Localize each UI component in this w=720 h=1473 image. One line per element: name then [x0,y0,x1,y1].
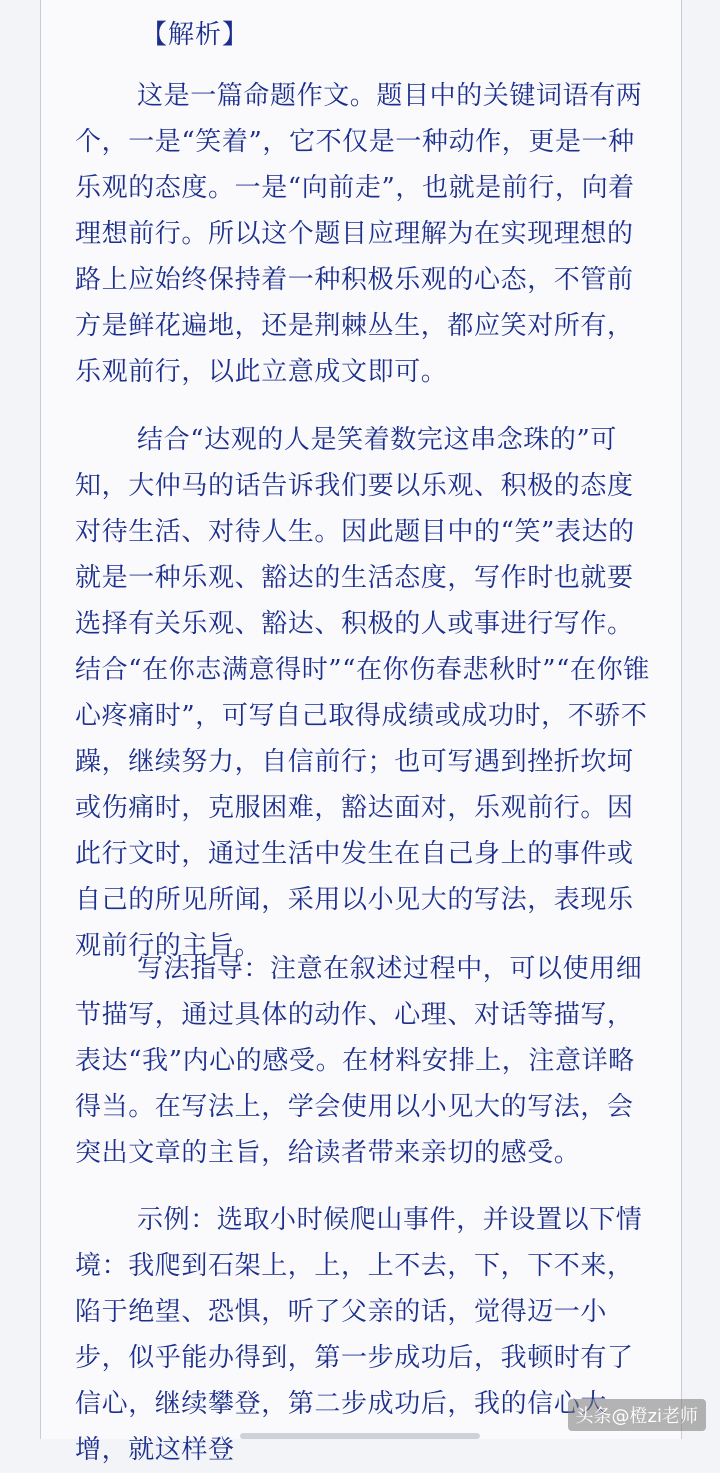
paragraph-interpretation: 结合“达观的人是笑着数完这串念珠的”可知，大仲马的话告诉我们要以乐观、积极的态度对待生活、对待人生。因此题目中的“笑”表达的就是一种乐观、豁达的生活态度，写作时也就要选择有关乐观、豁达、积极的人或事进行写作。结合“在你志满意得时”“在你伤春悲秋时”“在你锥心疼痛时”，可写自己取得成绩或成功时，不骄不躁，继续努力，自信前行；也可写遇到挫折坎坷或伤痛时，克服困难，豁达面对，乐观前行。因此行文时，通过生活中发生在自己身上的事件或自己的所见所闻，采用以小见大的写法，表现乐观前行的主旨。 [75,417,655,969]
paragraph-example: 示例：选取小时候爬山事件，并设置以下情境：我爬到石架上，上，上不去，下，下不来，陷于绝望、恐惧，听了父亲的话，觉得迈一小步，似乎能办得到，第一步成功后，我顿时有了信心，继续攀登，第二步成功后，我的信心大增，就这样登 [75,1197,655,1473]
document-page [40,0,682,1439]
paragraph-writing-guide: 写法指导：注意在叙述过程中，可以使用细节描写，通过具体的动作、心理、对话等描写，表达“我”内心的感受。在材料安排上，注意详略得当。在写法上，学会使用以小见大的写法，会突出文章的主旨，给读者带来亲切的感受。 [75,946,655,1176]
scroll-indicator[interactable] [240,1433,480,1439]
section-heading: 【解析】 [141,14,249,51]
paragraph-analysis: 这是一篇命题作文。题目中的关键词语有两个，一是“笑着”，它不仅是一种动作，更是一种乐观的态度。一是“向前走”，也就是前行，向着理想前行。所以这个题目应理解为在实现理想的路上应始终保持着一种积极乐观的心态，不管前方是鲜花遍地，还是荆棘丛生，都应笑对所有，乐观前行，以此立意成文即可。 [75,73,655,395]
watermark [568,1399,706,1431]
watermark-text: 头条@橙zi老师 [576,1402,698,1428]
